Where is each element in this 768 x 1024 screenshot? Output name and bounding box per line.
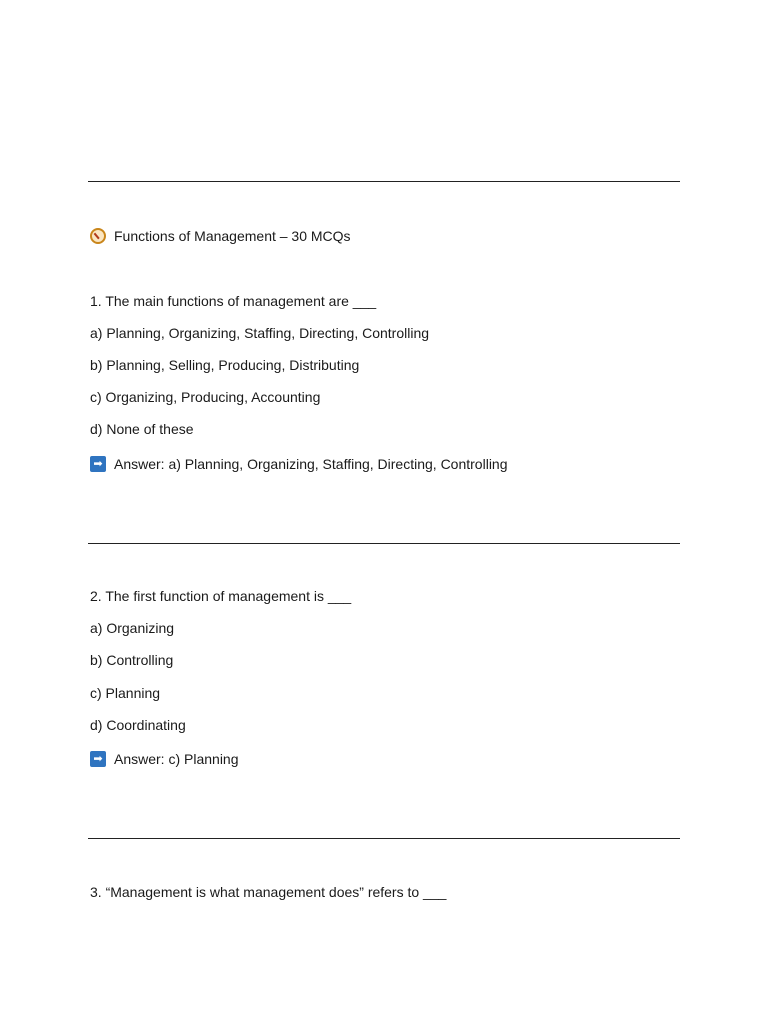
- question-2-option-a: a) Organizing: [90, 620, 175, 636]
- document-title-text: Functions of Management – 30 MCQs: [114, 228, 351, 244]
- question-2-option-b: b) Controlling: [90, 652, 174, 668]
- question-2-answer-text: Answer: c) Planning: [114, 751, 239, 767]
- question-2-option-c: c) Planning: [90, 685, 161, 701]
- question-1-option-c: c) Organizing, Producing, Accounting: [90, 389, 321, 405]
- question-1-option-a: a) Planning, Organizing, Staffing, Directing, Controlling: [90, 325, 430, 341]
- compass-icon: [90, 228, 106, 244]
- question-1-answer-text: Answer: a) Planning, Organizing, Staffing, Directing, Controlling: [114, 456, 508, 472]
- question-1: 1. The main functions of management are ___: [90, 293, 377, 309]
- question-2-option-d: d) Coordinating: [90, 717, 186, 733]
- right-arrow-icon: ➡: [90, 751, 106, 767]
- divider: [88, 181, 680, 182]
- right-arrow-icon: ➡: [90, 456, 106, 472]
- question-1-answer: [90, 455, 508, 473]
- question-3: 3. “Management is what management does” refers to ___: [90, 884, 447, 900]
- divider: [88, 543, 680, 544]
- divider: [88, 838, 680, 839]
- document-title: [90, 227, 351, 245]
- question-2: 2. The first function of management is ___: [90, 588, 352, 604]
- question-1-option-b: b) Planning, Selling, Producing, Distributing: [90, 357, 360, 373]
- question-2-answer: [90, 750, 239, 768]
- question-1-option-d: d) None of these: [90, 421, 194, 437]
